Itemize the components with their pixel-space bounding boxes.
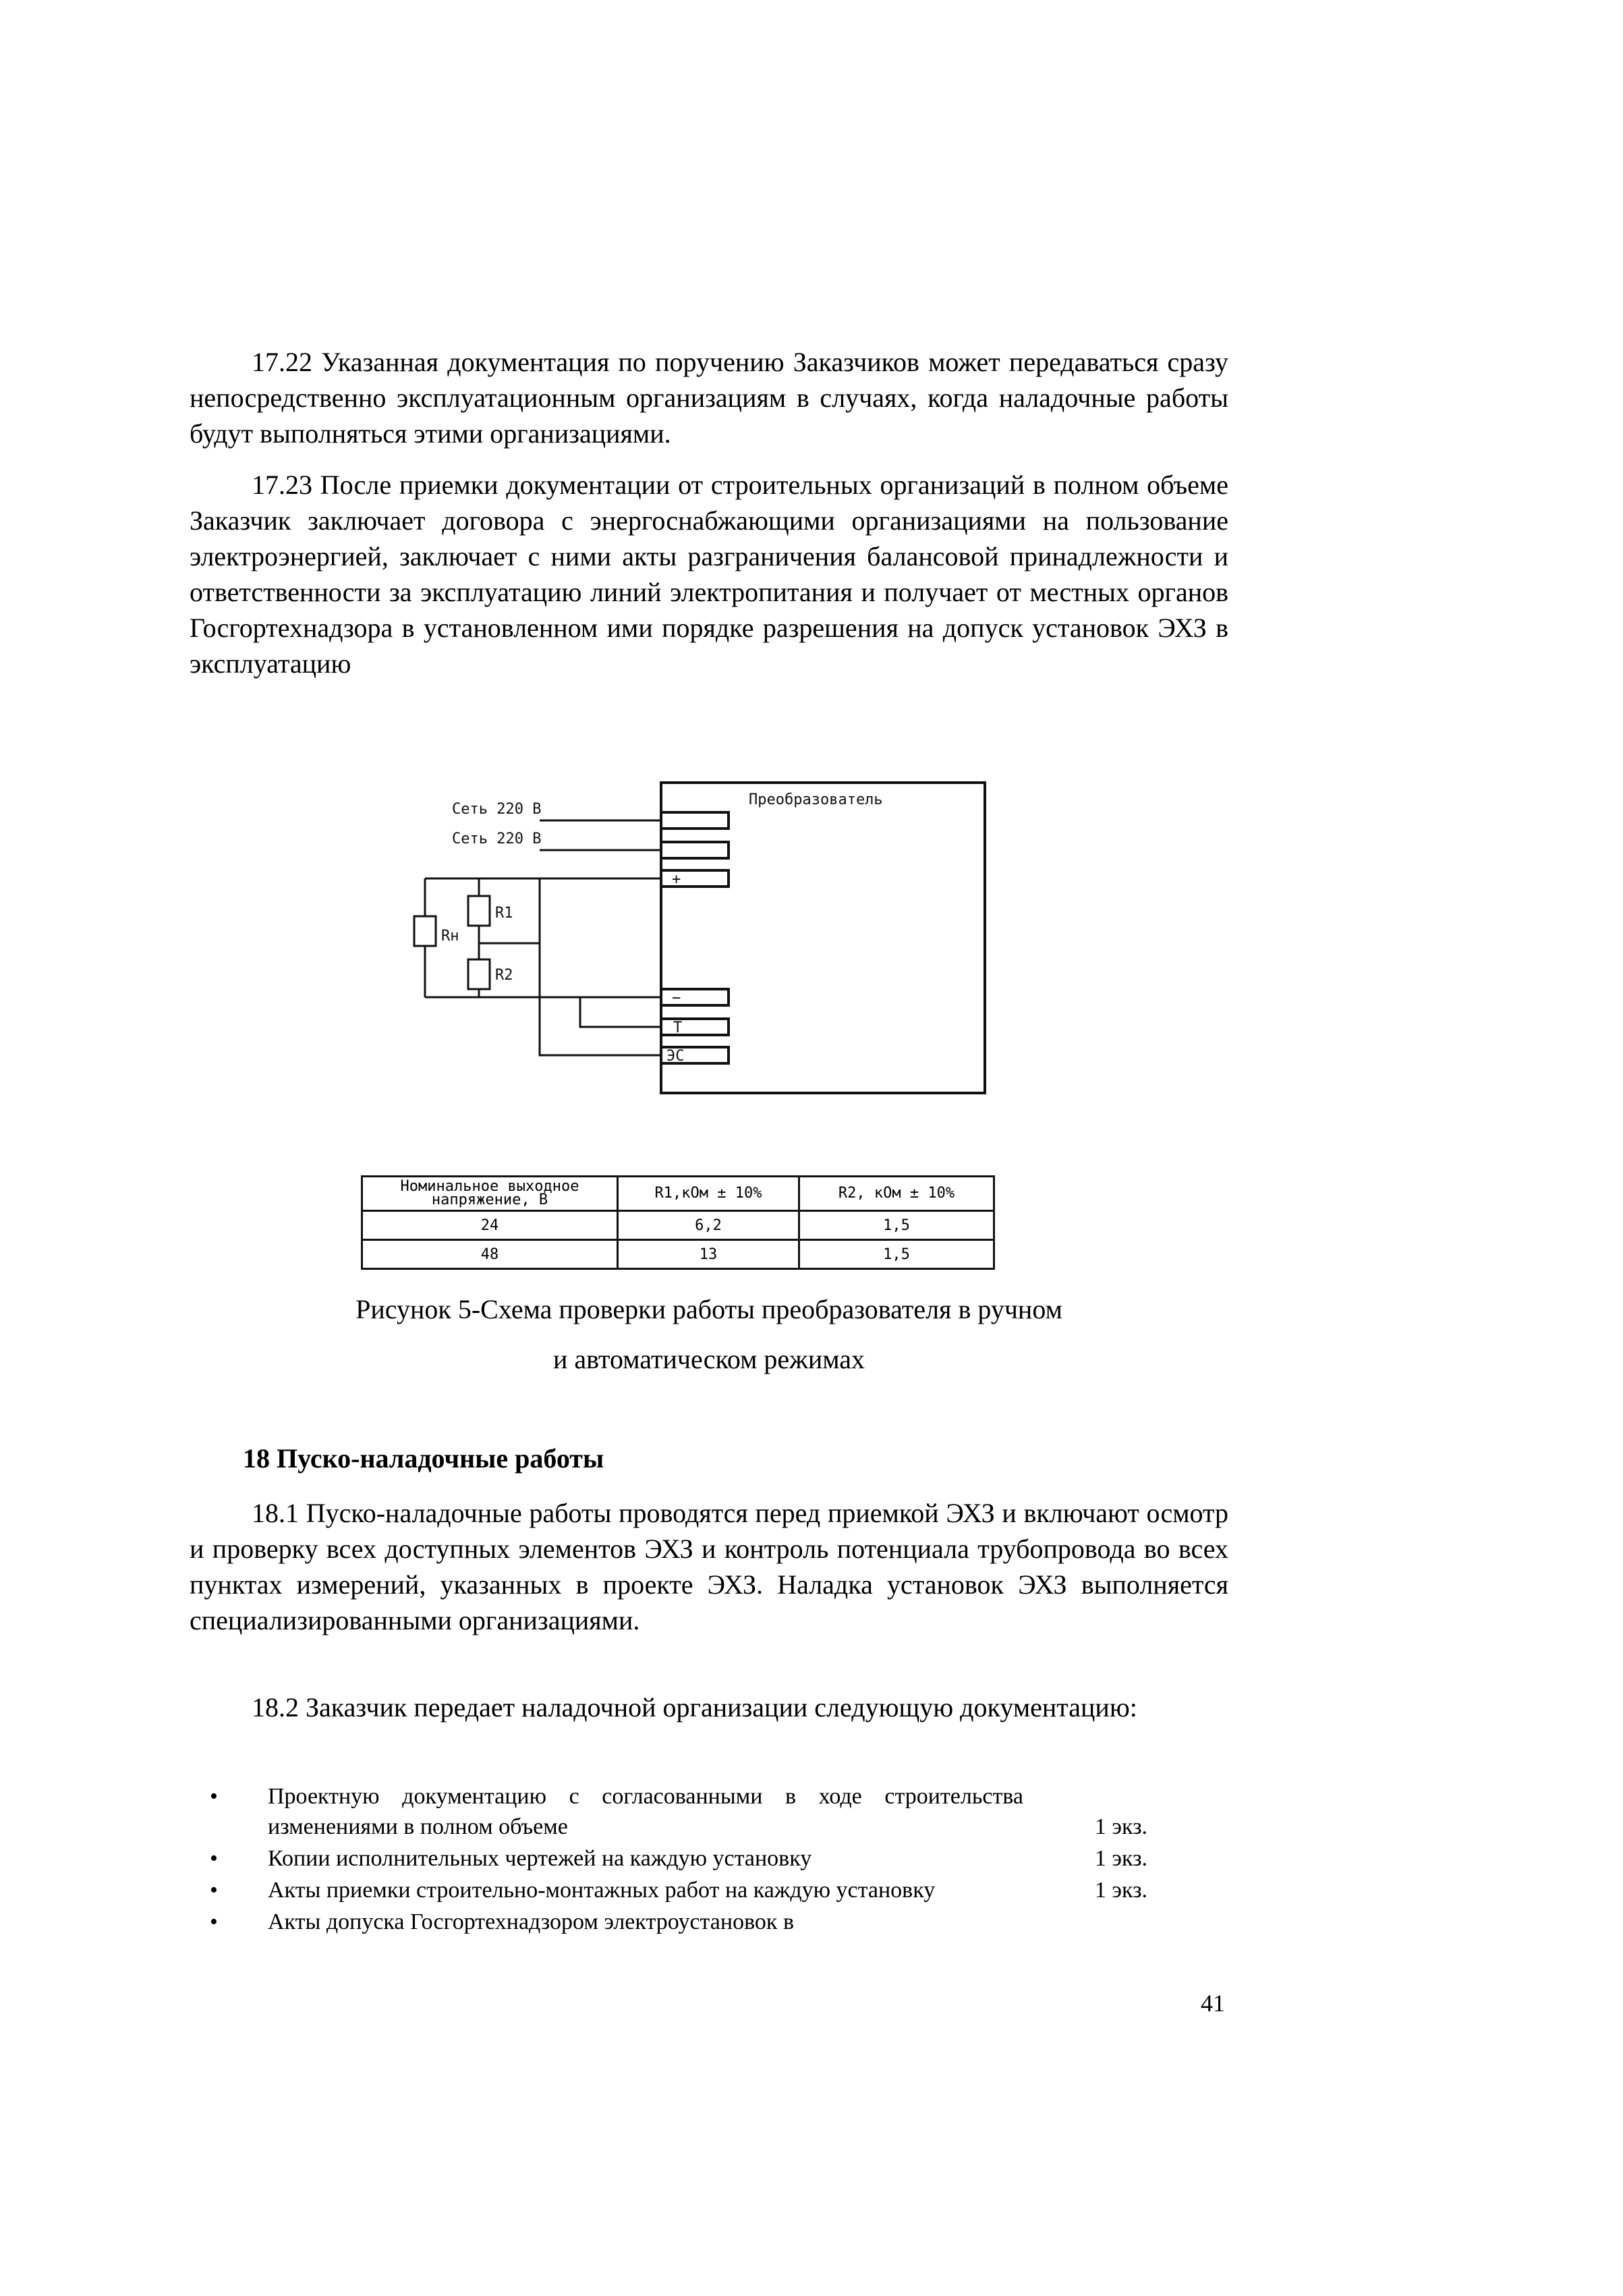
table-cell: 1,5	[799, 1211, 994, 1240]
table-header: R1,кОм ± 10%	[618, 1177, 799, 1211]
list-item-copies: 1 экз.	[1094, 1814, 1147, 1839]
resistor-r2	[468, 959, 490, 989]
list-item	[190, 1843, 1147, 1874]
es-label: ЭС	[666, 1048, 685, 1065]
table-cell: 1,5	[799, 1240, 994, 1269]
es-wire	[540, 878, 661, 1055]
list-item-text: Акты допуска Госгортехнадзором электроустановок в	[268, 1909, 794, 1934]
table-cell: 13	[618, 1240, 799, 1269]
list-item	[190, 1781, 1147, 1842]
r2-label: R2	[495, 967, 513, 984]
table-row	[362, 1240, 994, 1269]
plus-label: +	[672, 871, 681, 888]
plus-terminal	[661, 870, 729, 887]
paragraph-18-1: 18.1 Пуско-наладочные работы проводятся перед приемкой ЭХЗ и включают осмотр и проверку всех доступных элементов ЭХЗ и контроль потенциала трубопровода во всех пунктах измерений, указанных в проекте ЭХЗ. Наладка установок ЭХЗ выполняется специализированными организациями.	[190, 1498, 1228, 1635]
t-wire	[580, 997, 661, 1027]
mains-label-1: Сеть 220 В	[452, 801, 542, 818]
list-item-copies: 1 экз.	[1094, 1878, 1147, 1903]
list-item-copies: 1 экз.	[1094, 1846, 1147, 1871]
paragraph-17-22: 17.22 Указанная документация по поручению Заказчиков может передаваться сразу непосредственно эксплуатационным организациям в случаях, когда наладочные работы будут выполняться этими организациями.	[190, 347, 1228, 449]
list-item	[190, 1907, 1147, 1937]
figure-caption-line2: и автоматическом режимах	[552, 1344, 865, 1374]
minus-label: −	[672, 990, 681, 1007]
converter-test-schematic	[351, 769, 998, 1120]
table-cell: 6,2	[618, 1211, 799, 1240]
table-cell: 48	[362, 1240, 618, 1269]
table-header: R2, кОм ± 10%	[799, 1177, 994, 1211]
table-header: Номинальное выходное напряжение, В	[362, 1177, 618, 1211]
t-label: Т	[673, 1019, 683, 1036]
paragraph-18-2: 18.2 Заказчик передает наладочной организации следующую документацию:	[252, 1692, 1137, 1723]
paragraph-17-23: 17.23 После приемки документации от строительных организаций в полном объеме Заказчик заключает договора с энергоснабжающими организациями на пользование электроэнергией, заключает с ними акты разграничения балансовой принадлежности и ответственности за эксплуатацию линий электропитания и получает от местных органов Госгортехнадзора в установленном ими порядке разрешения на допуск установок ЭХЗ в эксплуатацию	[190, 470, 1228, 679]
bullet-icon: •	[210, 1909, 218, 1934]
converter-label: Преобразователь	[749, 791, 883, 808]
section-heading: 18 Пуско-наладочные работы	[243, 1443, 604, 1474]
list-item-text: Копии исполнительных чертежей на каждую установку	[268, 1846, 812, 1871]
mains-terminal-1	[661, 812, 729, 829]
page-number: 41	[1201, 1990, 1225, 2017]
resistor-r1	[468, 896, 490, 926]
figure-caption-line1: Рисунок 5-Схема проверки работы преобразователя в ручном	[355, 1294, 1062, 1324]
table-header-row	[362, 1177, 994, 1211]
figure-caption	[190, 1285, 1228, 1384]
list-item-text: Акты приемки строительно-монтажных работ на каждую установку	[268, 1878, 936, 1903]
rn-label: Rн	[441, 928, 459, 945]
bullet-icon: •	[210, 1878, 218, 1903]
resistor-values-table	[361, 1175, 995, 1270]
t-terminal	[661, 1019, 729, 1035]
minus-terminal	[661, 989, 729, 1005]
list-item	[190, 1875, 1147, 1905]
bullet-icon: •	[210, 1784, 218, 1809]
table-cell: 24	[362, 1211, 618, 1240]
resistor-rn	[414, 916, 436, 946]
list-item-text: Проектную документацию с согласованными в ходе строительства изменениями в полном объеме	[268, 1784, 1023, 1839]
table-row	[362, 1211, 994, 1240]
bullet-icon: •	[210, 1846, 218, 1871]
mains-label-2: Сеть 220 В	[452, 831, 542, 847]
mains-terminal-2	[661, 842, 729, 858]
document-list	[190, 1781, 1147, 1938]
r1-label: R1	[495, 905, 513, 922]
